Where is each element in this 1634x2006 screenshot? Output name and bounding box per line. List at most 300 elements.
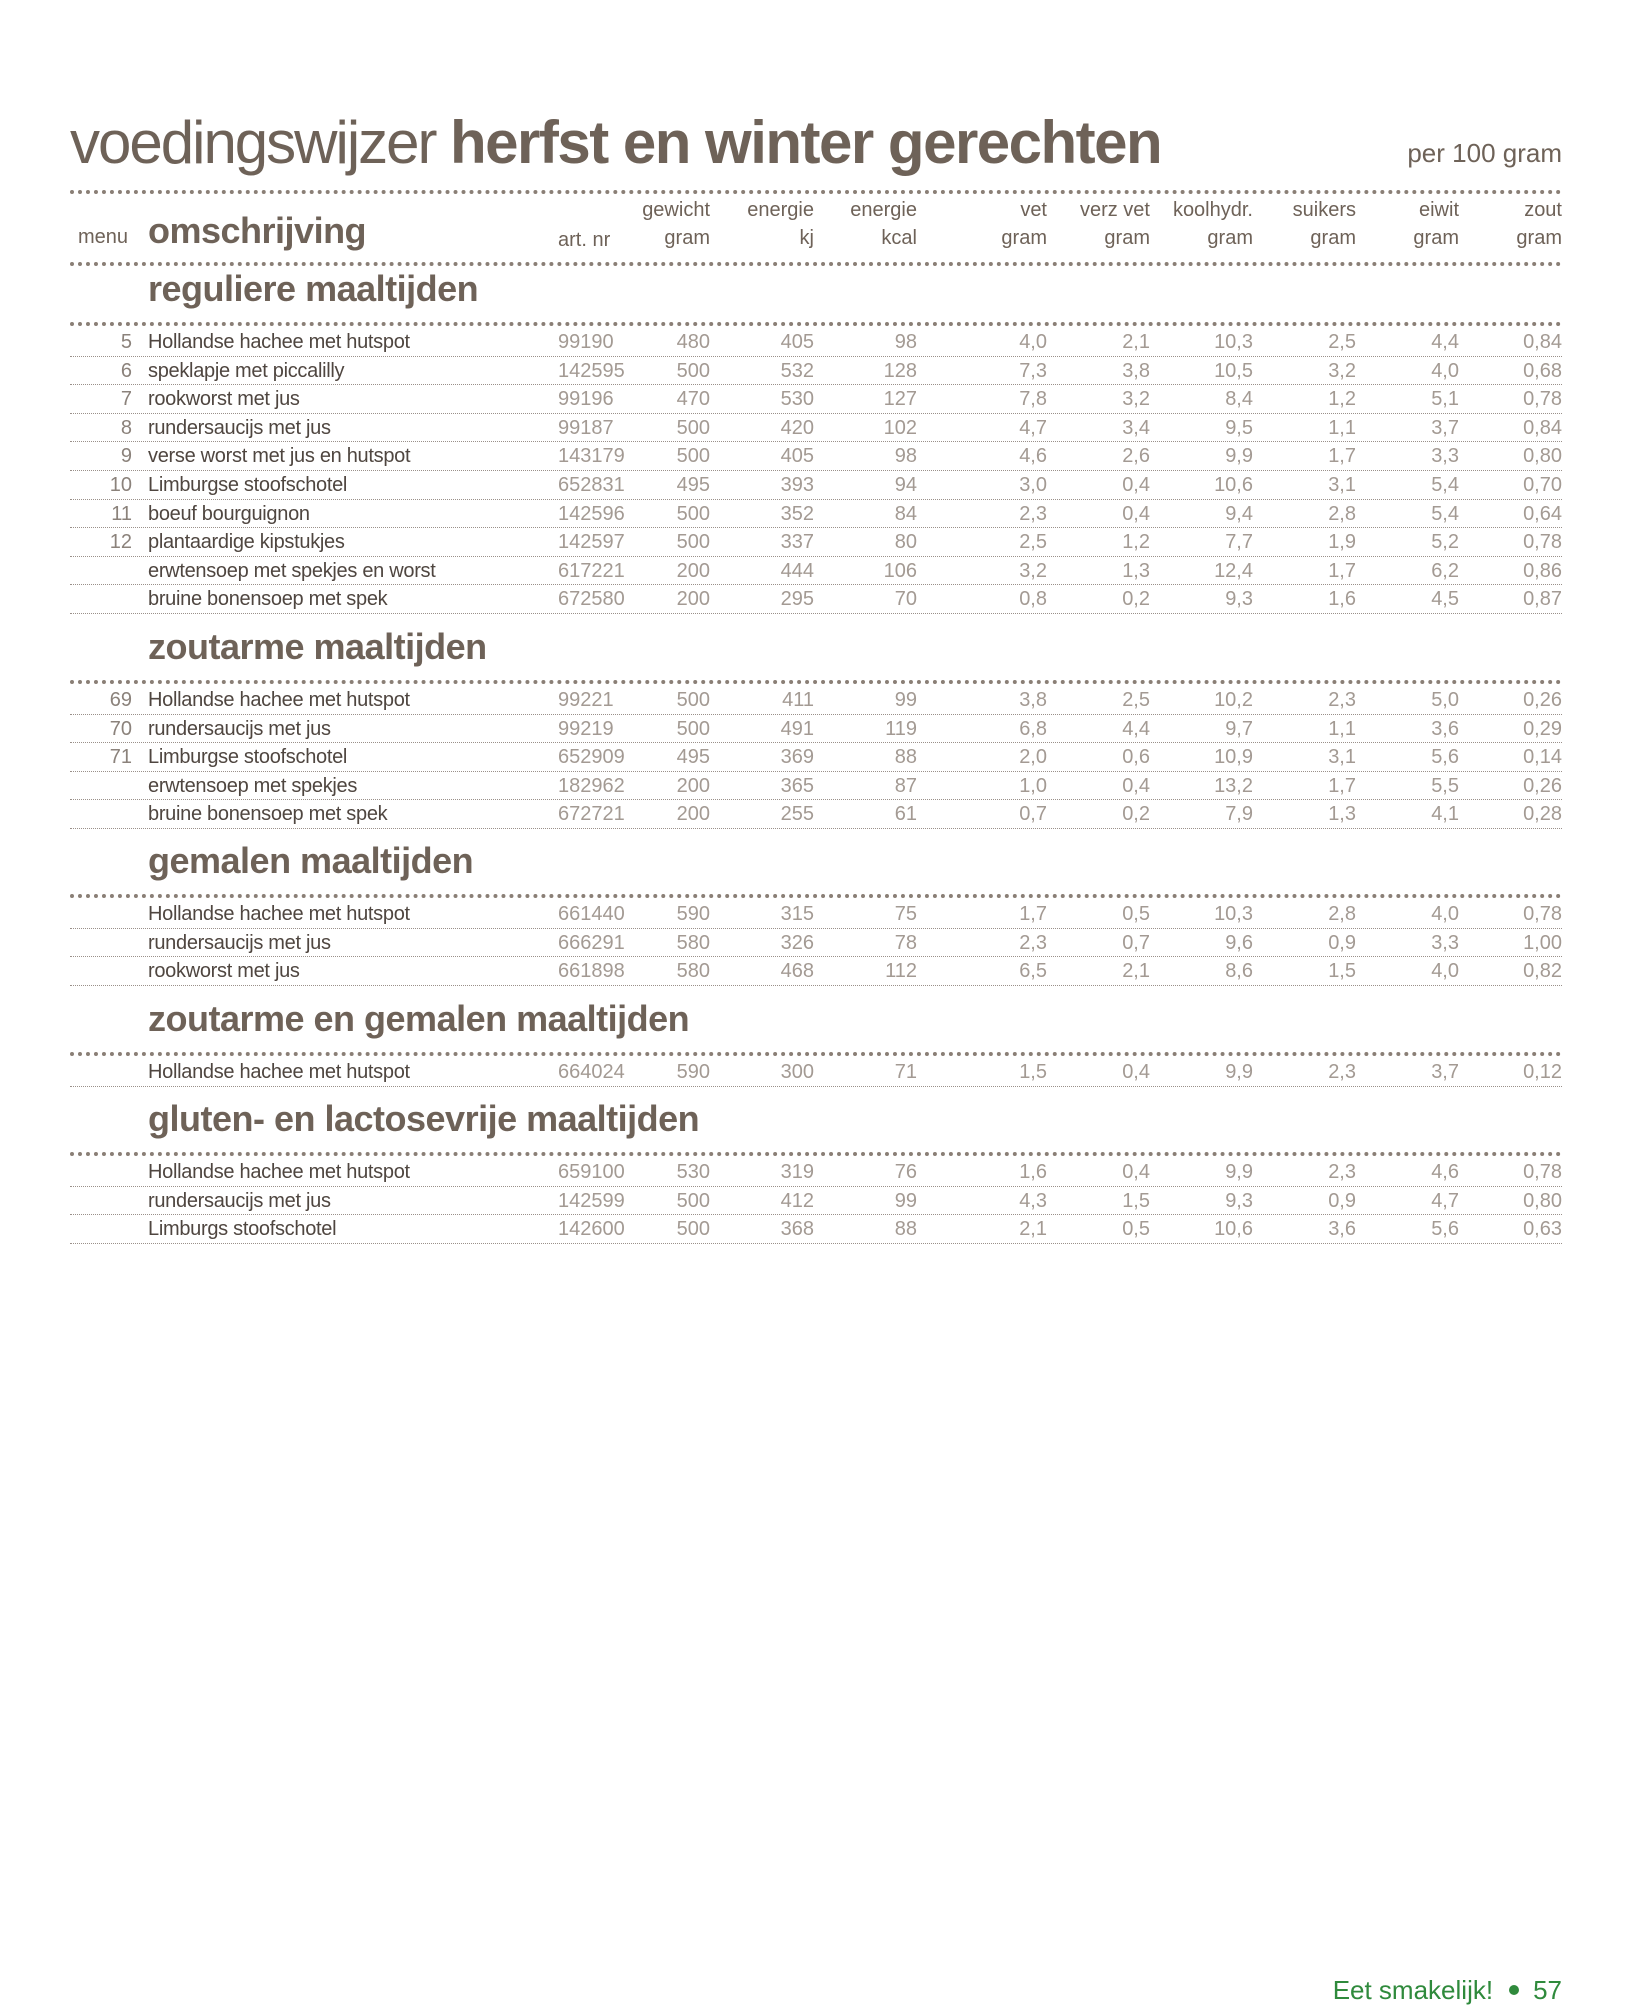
cell-art-nr: 99187 [558, 416, 614, 439]
cell-energie-kcal: 128 [883, 359, 917, 382]
cell-description: rookworst met jus [148, 960, 300, 983]
cell-description: verse worst met jus en hutspot [148, 445, 411, 468]
cell-energie-kj: 337 [780, 531, 814, 554]
section-title: zoutarme en gemalen maaltijden [148, 998, 690, 1039]
cell-menu: 9 [120, 445, 132, 468]
cell-description: boeuf bourguignon [148, 502, 310, 525]
header-verz-vet: verz vet gram [1079, 199, 1150, 249]
cell-energie-kj: 295 [780, 588, 814, 611]
cell-verz-vet: 0,2 [1122, 803, 1150, 826]
cell-zout: 0,70 [1523, 474, 1562, 496]
cell-suikers: 2,8 [1328, 502, 1356, 525]
cell-art-nr: 664024 [558, 1061, 625, 1083]
cell-vet: 4,6 [1019, 445, 1047, 468]
cell-energie-kj: 530 [780, 388, 814, 411]
cell-gewicht: 500 [676, 1218, 710, 1241]
cell-vet: 4,0 [1019, 331, 1047, 353]
cell-verz-vet: 3,2 [1122, 388, 1150, 411]
table-row [70, 585, 1562, 613]
cell-zout: 0,68 [1523, 359, 1562, 382]
cell-energie-kcal: 84 [894, 502, 917, 525]
table-row [70, 929, 1562, 957]
cell-zout: 0,14 [1523, 746, 1562, 769]
cell-art-nr: 99196 [558, 388, 614, 411]
cell-energie-kcal: 99 [894, 1189, 917, 1212]
cell-eiwit: 3,7 [1431, 1061, 1459, 1083]
header-gewicht: gewicht gram [642, 199, 710, 249]
cell-menu: 7 [120, 388, 132, 411]
cell-gewicht: 500 [676, 445, 710, 468]
divider [70, 322, 1562, 326]
cell-gewicht: 495 [676, 746, 710, 769]
cell-eiwit: 4,4 [1431, 331, 1459, 353]
cell-koolhydr: 10,6 [1214, 474, 1253, 496]
cell-koolhydr: 8,6 [1225, 960, 1253, 983]
cell-description: Limburgse stoofschotel [148, 746, 348, 769]
cell-gewicht: 200 [676, 803, 710, 826]
cell-suikers: 3,1 [1328, 474, 1356, 496]
cell-eiwit: 4,7 [1431, 1189, 1459, 1212]
cell-eiwit: 5,0 [1431, 689, 1459, 711]
table-row [70, 900, 1562, 928]
cell-gewicht: 480 [676, 331, 710, 353]
cell-art-nr: 652909 [558, 746, 625, 769]
header-art-nr: art. nr [558, 229, 611, 251]
section-title: gluten- en lactosevrije maaltijden [148, 1098, 700, 1139]
cell-art-nr: 661898 [558, 960, 625, 983]
cell-vet: 1,5 [1019, 1061, 1047, 1083]
cell-energie-kcal: 75 [894, 903, 917, 925]
cell-suikers: 1,2 [1328, 388, 1356, 411]
cell-art-nr: 99190 [558, 331, 614, 353]
cell-energie-kcal: 94 [894, 474, 917, 496]
cell-zout: 0,26 [1523, 774, 1562, 797]
cell-koolhydr: 10,3 [1214, 903, 1253, 925]
cell-menu: 11 [111, 502, 132, 525]
cell-vet: 2,0 [1019, 746, 1047, 769]
cell-energie-kcal: 76 [894, 1161, 917, 1183]
cell-menu: 8 [120, 416, 132, 439]
cell-description: rundersaucijs met jus [148, 416, 331, 439]
cell-vet: 0,8 [1019, 588, 1047, 611]
section-title: gemalen maaltijden [148, 840, 474, 881]
cell-energie-kj: 315 [780, 903, 814, 925]
cell-vet: 1,0 [1019, 774, 1047, 797]
cell-verz-vet: 0,2 [1122, 588, 1150, 611]
cell-vet: 1,7 [1019, 903, 1047, 925]
cell-energie-kj: 319 [780, 1161, 814, 1183]
cell-koolhydr: 9,4 [1225, 502, 1253, 525]
cell-menu: 6 [120, 359, 132, 382]
cell-suikers: 2,8 [1328, 903, 1356, 925]
table-row [70, 772, 1562, 800]
cell-energie-kj: 412 [780, 1189, 814, 1212]
cell-art-nr: 99221 [558, 689, 614, 711]
cell-vet: 4,7 [1019, 416, 1047, 439]
cell-eiwit: 3,3 [1431, 445, 1459, 468]
cell-art-nr: 143179 [558, 445, 625, 468]
cell-art-nr: 617221 [558, 559, 625, 582]
cell-koolhydr: 9,6 [1225, 931, 1253, 954]
cell-energie-kj: 405 [780, 445, 814, 468]
section-title: reguliere maaltijden [148, 268, 479, 309]
cell-menu: 71 [109, 746, 132, 769]
table-row [70, 1187, 1562, 1215]
table-row [70, 557, 1562, 585]
cell-description: Limburgs stoofschotel [148, 1218, 337, 1241]
cell-eiwit: 4,0 [1431, 359, 1459, 382]
cell-energie-kj: 420 [780, 416, 814, 439]
cell-koolhydr: 7,9 [1225, 803, 1253, 826]
cell-eiwit: 4,0 [1431, 960, 1459, 983]
cell-description: speklapje met piccalilly [148, 359, 345, 382]
divider [70, 894, 1562, 898]
page-number: 57 [1533, 1975, 1562, 2005]
cell-koolhydr: 12,4 [1214, 559, 1253, 582]
cell-verz-vet: 2,1 [1122, 331, 1150, 353]
cell-art-nr: 142599 [558, 1189, 625, 1212]
divider [70, 1152, 1562, 1156]
header-energie-kcal: energie kcal [850, 199, 917, 249]
cell-zout: 0,80 [1523, 1189, 1562, 1212]
cell-gewicht: 200 [676, 588, 710, 611]
cell-eiwit: 5,4 [1431, 502, 1459, 525]
divider [70, 680, 1562, 684]
cell-verz-vet: 3,4 [1122, 416, 1150, 439]
row-divider [70, 613, 1562, 614]
table-row [70, 414, 1562, 442]
cell-eiwit: 5,4 [1431, 474, 1459, 496]
page-title-bold: herfst en winter gerechten [450, 109, 1162, 176]
table-row [70, 385, 1562, 413]
cell-energie-kj: 491 [780, 717, 814, 740]
cell-description: Limburgse stoofschotel [148, 474, 348, 496]
cell-menu: 12 [109, 531, 132, 554]
cell-energie-kcal: 88 [894, 746, 917, 769]
cell-suikers: 1,5 [1328, 960, 1356, 983]
table-row [70, 328, 1562, 356]
cell-zout: 0,64 [1523, 502, 1562, 525]
cell-energie-kcal: 61 [894, 803, 917, 826]
table-row [70, 800, 1562, 828]
cell-koolhydr: 10,9 [1214, 746, 1253, 769]
cell-zout: 0,78 [1523, 531, 1562, 554]
cell-zout: 0,28 [1523, 803, 1562, 826]
cell-koolhydr: 9,9 [1225, 1061, 1253, 1083]
cell-verz-vet: 2,5 [1122, 689, 1150, 711]
cell-verz-vet: 2,1 [1122, 960, 1150, 983]
cell-suikers: 1,7 [1328, 445, 1356, 468]
cell-zout: 0,63 [1523, 1218, 1562, 1241]
cell-energie-kcal: 80 [894, 531, 917, 554]
cell-energie-kcal: 112 [885, 960, 917, 983]
cell-suikers: 3,2 [1328, 359, 1356, 382]
cell-vet: 0,7 [1019, 803, 1047, 826]
cell-verz-vet: 0,7 [1122, 931, 1150, 954]
cell-energie-kcal: 119 [885, 717, 917, 740]
cell-art-nr: 142600 [558, 1218, 625, 1241]
cell-suikers: 1,1 [1328, 717, 1356, 740]
cell-vet: 7,8 [1019, 388, 1047, 411]
cell-suikers: 0,9 [1328, 931, 1356, 954]
cell-energie-kcal: 88 [894, 1218, 917, 1241]
cell-gewicht: 495 [676, 474, 710, 496]
cell-description: rundersaucijs met jus [148, 1189, 331, 1212]
table-row [70, 500, 1562, 528]
header-eiwit: eiwit gram [1413, 199, 1459, 249]
cell-gewicht: 500 [676, 1189, 710, 1212]
table-row [70, 528, 1562, 556]
cell-art-nr: 666291 [558, 931, 625, 954]
cell-description: bruine bonensoep met spek [148, 803, 388, 826]
cell-suikers: 3,1 [1328, 746, 1356, 769]
cell-koolhydr: 9,7 [1225, 717, 1253, 740]
cell-koolhydr: 9,5 [1225, 416, 1253, 439]
cell-eiwit: 5,6 [1431, 1218, 1459, 1241]
header-energie-kj: energie kj [747, 199, 814, 249]
cell-koolhydr: 13,2 [1214, 774, 1253, 797]
cell-energie-kcal: 98 [894, 445, 917, 468]
cell-art-nr: 142597 [558, 531, 625, 554]
cell-gewicht: 470 [676, 388, 710, 411]
cell-art-nr: 142595 [558, 359, 625, 382]
cell-zout: 0,78 [1523, 903, 1562, 925]
cell-art-nr: 672721 [558, 803, 625, 826]
cell-vet: 3,8 [1019, 689, 1047, 711]
cell-energie-kj: 368 [780, 1218, 814, 1241]
cell-suikers: 3,6 [1328, 1218, 1356, 1241]
cell-description: Hollandse hachee met hutspot [148, 1161, 410, 1183]
cell-gewicht: 500 [676, 416, 710, 439]
cell-menu: 70 [109, 717, 132, 740]
divider [70, 190, 1562, 194]
cell-gewicht: 500 [676, 689, 710, 711]
header-vet: vet gram [1001, 199, 1047, 249]
cell-koolhydr: 10,5 [1214, 359, 1253, 382]
table-row [70, 1215, 1562, 1243]
cell-vet: 6,8 [1019, 717, 1047, 740]
cell-energie-kcal: 106 [883, 559, 917, 582]
divider [70, 262, 1562, 266]
cell-vet: 7,3 [1019, 359, 1047, 382]
cell-description: bruine bonensoep met spek [148, 588, 388, 611]
cell-zout: 0,29 [1523, 717, 1562, 740]
cell-vet: 2,3 [1019, 502, 1047, 525]
cell-description: rundersaucijs met jus [148, 717, 331, 740]
footer-text: Eet smakelijk! [1332, 1975, 1494, 2005]
cell-energie-kj: 365 [780, 774, 814, 797]
cell-zout: 0,78 [1523, 388, 1562, 411]
cell-gewicht: 500 [676, 717, 710, 740]
cell-suikers: 1,9 [1328, 531, 1356, 554]
cell-zout: 0,12 [1523, 1061, 1562, 1083]
cell-energie-kcal: 78 [894, 931, 917, 954]
table-row [70, 1158, 1562, 1186]
cell-koolhydr: 9,3 [1225, 588, 1253, 611]
cell-gewicht: 500 [676, 531, 710, 554]
cell-description: rundersaucijs met jus [148, 931, 331, 954]
cell-verz-vet: 0,4 [1122, 774, 1150, 797]
cell-description: Hollandse hachee met hutspot [148, 331, 410, 353]
cell-energie-kj: 255 [780, 803, 814, 826]
header-menu: menu [78, 226, 129, 248]
cell-art-nr: 659100 [558, 1161, 625, 1183]
cell-verz-vet: 1,5 [1122, 1189, 1150, 1212]
cell-energie-kj: 352 [780, 502, 814, 525]
cell-energie-kcal: 127 [883, 388, 917, 411]
cell-energie-kj: 369 [780, 746, 814, 769]
cell-description: Hollandse hachee met hutspot [148, 903, 410, 925]
cell-eiwit: 3,7 [1431, 416, 1459, 439]
cell-verz-vet: 0,4 [1122, 502, 1150, 525]
cell-koolhydr: 10,6 [1214, 1218, 1253, 1241]
cell-zout: 0,87 [1523, 588, 1562, 611]
cell-energie-kj: 326 [780, 931, 814, 954]
cell-eiwit: 6,2 [1431, 559, 1459, 582]
cell-energie-kj: 532 [780, 359, 814, 382]
row-divider [70, 1243, 1562, 1244]
row-divider [70, 1086, 1562, 1087]
cell-art-nr: 142596 [558, 502, 625, 525]
cell-eiwit: 5,5 [1431, 774, 1459, 797]
cell-zout: 0,86 [1523, 559, 1562, 582]
cell-verz-vet: 0,5 [1122, 903, 1150, 925]
cell-verz-vet: 4,4 [1122, 717, 1150, 740]
bullet-icon [1509, 1985, 1519, 1995]
table-row [70, 1058, 1562, 1086]
cell-eiwit: 4,1 [1431, 803, 1459, 826]
cell-suikers: 1,1 [1328, 416, 1356, 439]
cell-menu: 10 [109, 474, 132, 496]
cell-gewicht: 200 [676, 559, 710, 582]
cell-art-nr: 661440 [558, 903, 625, 925]
header-zout: zout gram [1516, 199, 1562, 249]
cell-suikers: 1,3 [1328, 803, 1356, 826]
cell-suikers: 0,9 [1328, 1189, 1356, 1212]
cell-vet: 3,2 [1019, 559, 1047, 582]
cell-suikers: 2,5 [1328, 331, 1356, 353]
cell-zout: 0,84 [1523, 331, 1562, 353]
table-header [70, 196, 1562, 260]
cell-eiwit: 4,6 [1431, 1161, 1459, 1183]
cell-description: rookworst met jus [148, 388, 300, 411]
row-divider [70, 985, 1562, 986]
cell-verz-vet: 0,5 [1122, 1218, 1150, 1241]
cell-energie-kj: 411 [782, 689, 814, 711]
cell-suikers: 2,3 [1328, 689, 1356, 711]
cell-koolhydr: 9,3 [1225, 1189, 1253, 1212]
cell-gewicht: 590 [676, 903, 710, 925]
cell-eiwit: 3,3 [1431, 931, 1459, 954]
cell-verz-vet: 1,3 [1122, 559, 1150, 582]
table-row [70, 957, 1562, 985]
table-row [70, 743, 1562, 771]
cell-vet: 6,5 [1019, 960, 1047, 983]
header-suikers: suikers gram [1292, 199, 1356, 249]
cell-koolhydr: 10,2 [1214, 689, 1253, 711]
cell-eiwit: 5,2 [1431, 531, 1459, 554]
cell-art-nr: 99219 [558, 717, 614, 740]
cell-vet: 4,3 [1019, 1189, 1047, 1212]
cell-description: Hollandse hachee met hutspot [148, 1061, 410, 1083]
cell-energie-kcal: 87 [894, 774, 917, 797]
cell-description: erwtensoep met spekjes [148, 774, 358, 797]
cell-energie-kcal: 99 [894, 689, 917, 711]
cell-eiwit: 4,0 [1431, 903, 1459, 925]
table-row [70, 686, 1562, 714]
cell-energie-kj: 468 [780, 960, 814, 983]
cell-zout: 0,26 [1523, 689, 1562, 711]
cell-suikers: 1,6 [1328, 588, 1356, 611]
title-row [70, 108, 1562, 188]
cell-suikers: 1,7 [1328, 559, 1356, 582]
cell-suikers: 2,3 [1328, 1161, 1356, 1183]
cell-vet: 2,5 [1019, 531, 1047, 554]
cell-gewicht: 580 [676, 960, 710, 983]
cell-zout: 0,84 [1523, 416, 1562, 439]
cell-description: plantaardige kipstukjes [148, 531, 345, 554]
header-description: omschrijving [148, 210, 367, 251]
cell-description: Hollandse hachee met hutspot [148, 689, 410, 711]
cell-suikers: 2,3 [1328, 1061, 1356, 1083]
cell-gewicht: 200 [676, 774, 710, 797]
cell-energie-kj: 300 [780, 1061, 814, 1083]
cell-koolhydr: 9,9 [1225, 1161, 1253, 1183]
cell-zout: 1,00 [1523, 931, 1562, 954]
cell-energie-kj: 405 [780, 331, 814, 353]
cell-vet: 3,0 [1019, 474, 1047, 496]
cell-energie-kcal: 71 [894, 1061, 917, 1083]
page-title-light: voedingswijzer [70, 109, 436, 176]
cell-verz-vet: 0,6 [1122, 746, 1150, 769]
cell-menu: 69 [109, 689, 132, 711]
table-row [70, 442, 1562, 470]
cell-gewicht: 580 [676, 931, 710, 954]
cell-zout: 0,78 [1523, 1161, 1562, 1183]
cell-eiwit: 5,1 [1431, 388, 1459, 411]
header-koolhydr: koolhydr. gram [1172, 199, 1253, 249]
cell-gewicht: 530 [676, 1161, 710, 1183]
cell-art-nr: 182962 [558, 774, 625, 797]
cell-art-nr: 672580 [558, 588, 625, 611]
cell-zout: 0,82 [1523, 960, 1562, 983]
cell-verz-vet: 1,2 [1122, 531, 1150, 554]
cell-gewicht: 500 [676, 359, 710, 382]
cell-vet: 1,6 [1019, 1161, 1047, 1183]
cell-art-nr: 652831 [558, 474, 625, 496]
section-title: zoutarme maaltijden [148, 626, 487, 667]
cell-energie-kcal: 70 [894, 588, 917, 611]
cell-verz-vet: 3,8 [1122, 359, 1150, 382]
cell-vet: 2,3 [1019, 931, 1047, 954]
row-divider [70, 828, 1562, 829]
cell-zout: 0,80 [1523, 445, 1562, 468]
footer [1333, 1975, 1562, 2006]
cell-description: erwtensoep met spekjes en worst [148, 559, 436, 582]
cell-gewicht: 590 [676, 1061, 710, 1083]
divider [70, 1052, 1562, 1056]
cell-suikers: 1,7 [1328, 774, 1356, 797]
cell-verz-vet: 0,4 [1122, 1161, 1150, 1183]
cell-verz-vet: 2,6 [1122, 445, 1150, 468]
cell-energie-kj: 444 [780, 559, 814, 582]
cell-verz-vet: 0,4 [1122, 1061, 1150, 1083]
table-row [70, 715, 1562, 743]
cell-koolhydr: 8,4 [1225, 388, 1253, 411]
cell-menu: 5 [120, 331, 132, 353]
cell-vet: 2,1 [1019, 1218, 1047, 1241]
cell-eiwit: 5,6 [1431, 746, 1459, 769]
